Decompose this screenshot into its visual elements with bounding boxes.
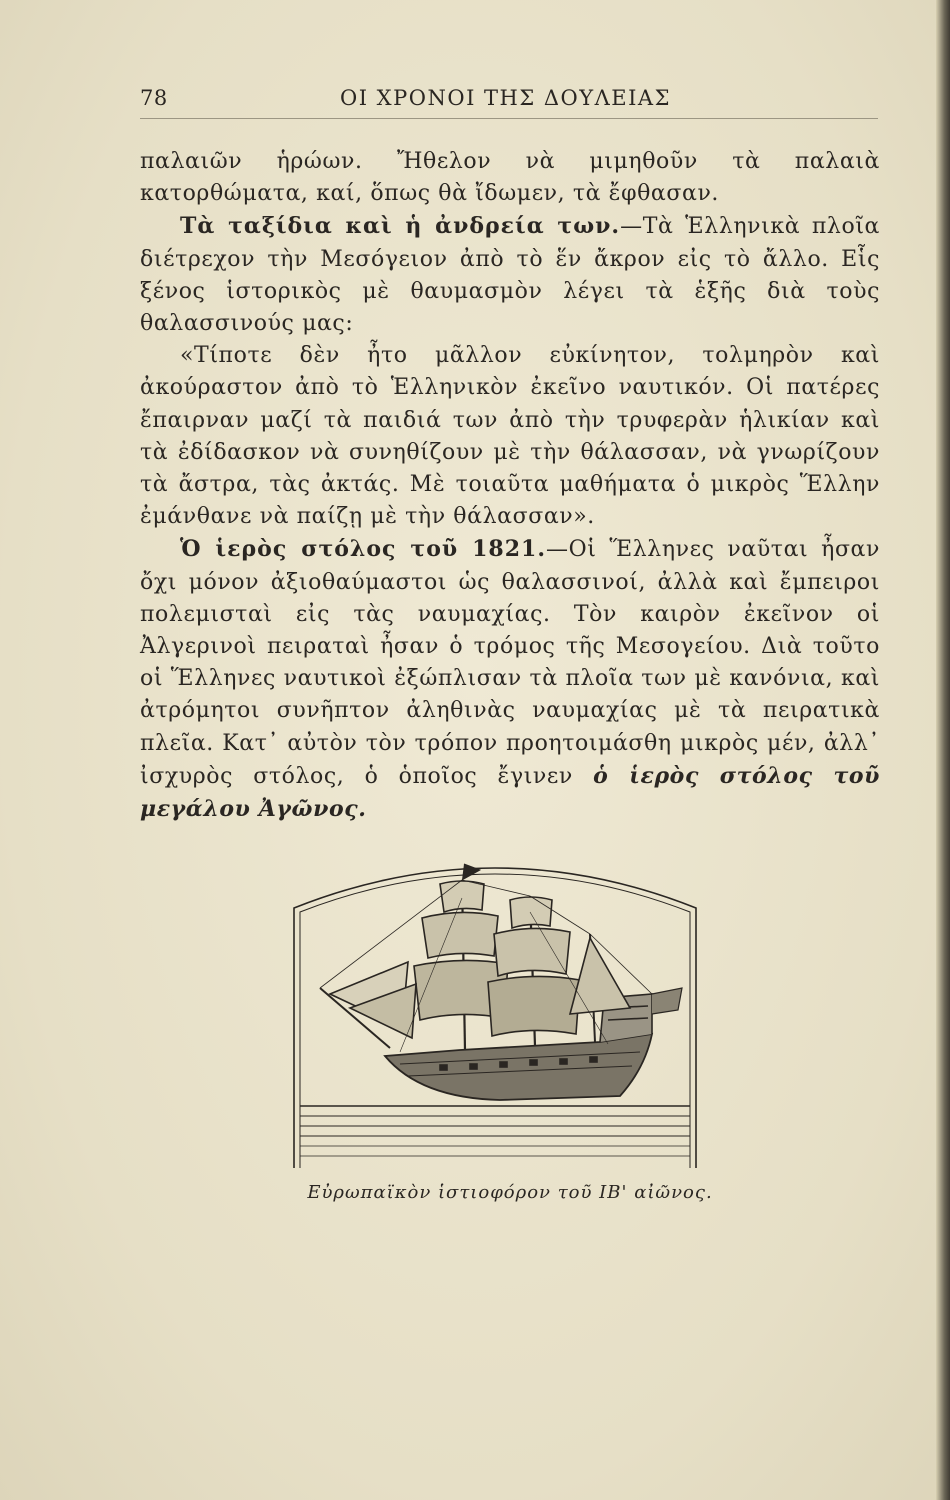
paragraph-text: παλαιῶν ἡρώων. Ἤθελον νὰ μιμηθοῦν τὰ παλαιὰ κατορθώματα, καί, ὅπως θὰ ἴδωμεν, τὰ ἔφθασαν.	[140, 149, 880, 207]
paragraph-text: —Τὰ Ἑλληνικὰ πλοῖα διέτρεχον τὴν Μεσόγειον ἀπὸ τὸ ἕν ἄκρον εἰς τὸ ἄλλο. Εἷς ξένος ἱστορικὸς μὲ θαυμασμὸν λέγει τὰ ἑξῆς διὰ τοὺς θαλασσινούς μας:	[140, 214, 881, 337]
section-heading: Τὰ ταξίδια καὶ ἡ ἀνδρεία των.	[180, 213, 621, 240]
paragraph	[140, 533, 880, 826]
ship-engraving-svg	[290, 838, 700, 1173]
running-title: ΟΙ ΧΡΟΝΟΙ ΤΗΣ ΔΟΥΛΕΙΑΣ	[340, 86, 671, 110]
emphasized-text: ὁ ἱερὸς στόλος τοῦ μεγάλου Ἀγῶνος.	[140, 762, 881, 823]
body-text	[140, 146, 880, 826]
paragraph-text: —Οἱ Ἕλληνες ναῦται ἦσαν ὄχι μόνον ἀξιοθαύμαστοι ὡς θαλασσινοί, ἀλλὰ καὶ ἔμπειροι πολεμισταὶ εἰς τὰς ναυμαχίας. Τὸν καιρὸν ἐκεῖνον οἱ Ἀλγερινοὶ πειραταὶ ἦσαν ὁ τρόμος τῆς Μεσογείου. Διὰ τοῦτο οἱ Ἕλληνες ναυτικοὶ ἐξώπλισαν τὰ πλοῖα των μὲ κανόνια, καὶ ἀτρόμητοι συνῆπτον ἀληθινὰς ναυμαχίας μὲ τὰ πειρατικὰ πλεῖα. Κατ᾽ αὐτὸν τὸν τρόπον προητοιμάσθη μικρὸς μέν, ἀλλ᾽ ἰσχυρὸς στόλος, ὁ ὁποῖος ἔγινεν	[140, 537, 880, 789]
sailing-ship-icon	[290, 838, 700, 1173]
page-number: 78	[140, 86, 168, 110]
figure-caption: Εὐρωπαϊκὸν ἱστιοφόρον τοῦ ΙΒ' αἰῶνος.	[307, 1182, 713, 1203]
paragraph	[140, 210, 880, 340]
page-binding-edge	[936, 0, 950, 1500]
paragraph	[140, 146, 880, 210]
section-heading: Ὁ ἱερὸς στόλος τοῦ 1821.	[180, 536, 546, 563]
page-header	[140, 86, 878, 116]
paragraph-text: «Τίποτε δὲν ἦτο μᾶλλον εὐκίνητον, τολμηρὸν καὶ ἀκούραστον ἀπὸ τὸ Ἑλληνικὸν ἐκεῖνο ναυτικόν. Οἱ πατέρες ἔπαιρναν μαζί τὰ παιδιά των ἀπὸ τὴν τρυφερὰν ἡλικίαν καὶ τὰ ἐδίδασκον νὰ συνηθίζουν μὲ τὴν θάλασσαν, νὰ γνωρίζουν τὰ ἄστρα, τὰς ἀκτάς. Μὲ τοιαῦτα μαθήματα ὁ μικρὸς Ἕλλην ἐμάνθανε νὰ παίζῃ μὲ τὴν θάλασσαν».	[140, 343, 880, 530]
quote-paragraph	[140, 340, 880, 533]
header-divider	[140, 118, 878, 119]
